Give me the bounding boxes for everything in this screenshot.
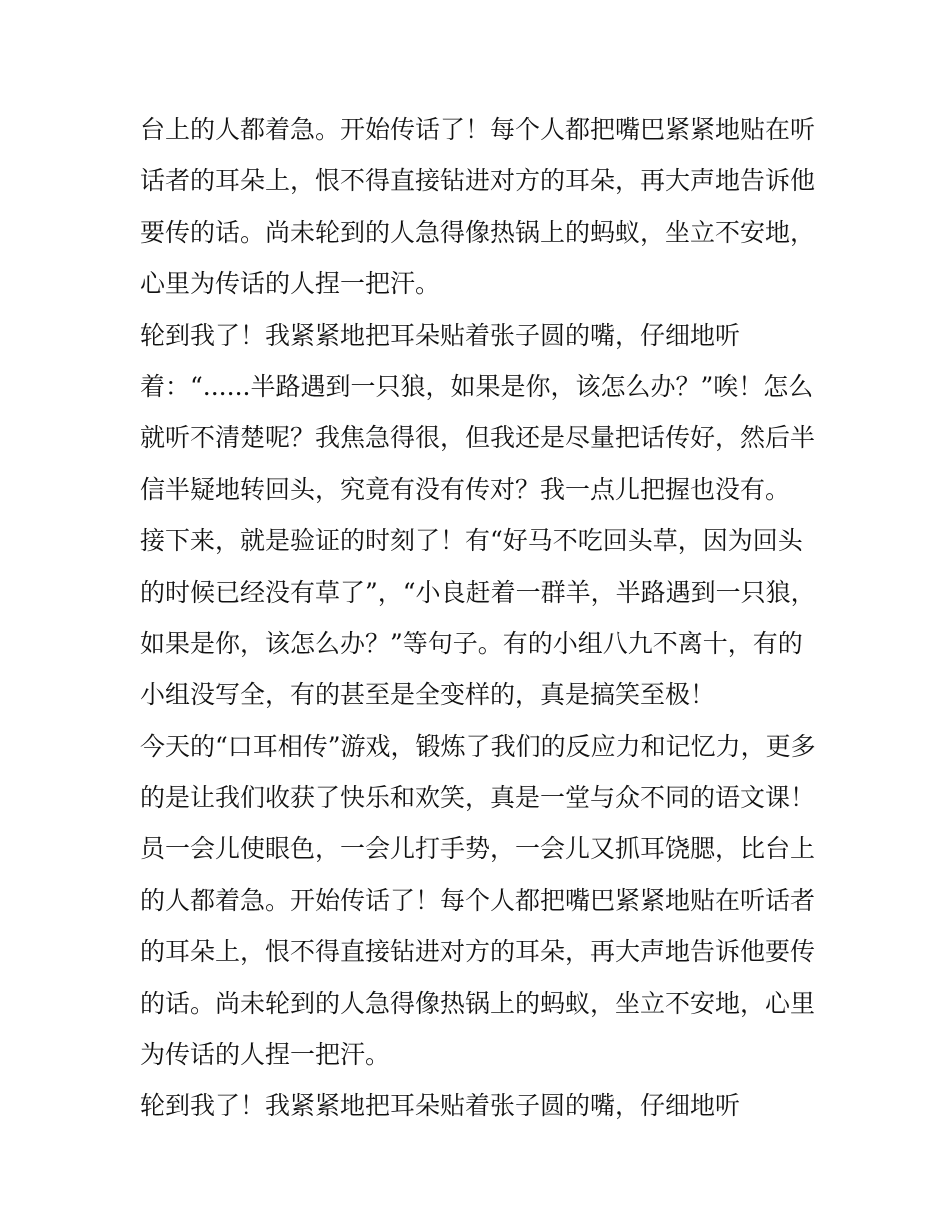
text-line: 的话。尚未轮到的人急得像热锅上的蚂蚁，坐立不安地，心里	[140, 988, 816, 1018]
document-body	[140, 104, 820, 1132]
text-line: 如果是你，该怎么办？”等句子。有的小组八九不离十，有的	[140, 628, 803, 658]
text-line: 的人都着急。开始传话了！每个人都把嘴巴紧紧地贴在听话者	[140, 885, 816, 915]
text-line: 员一会儿使眼色，一会儿打手势，一会儿又抓耳饶腮，比台上	[140, 834, 816, 864]
text-line: 心里为传话的人捏一把汗。	[140, 269, 441, 299]
text-line: 轮到我了！我紧紧地把耳朵贴着张子圆的嘴，仔细地听	[140, 1091, 741, 1121]
text-line: 台上的人都着急。开始传话了！每个人都把嘴巴紧紧地贴在听	[140, 115, 816, 144]
text-line: 话者的耳朵上，恨不得直接钻进对方的耳朵，再大声地告诉他	[140, 166, 816, 196]
text-line: 着：“......半路遇到一只狼，如果是你，该怎么办？”唉！怎么	[140, 371, 814, 401]
text-line: 的耳朵上，恨不得直接钻进对方的耳朵，再大声地告诉他要传	[140, 937, 816, 967]
text-line: 要传的话。尚未轮到的人急得像热锅上的蚂蚁，坐立不安地，	[140, 217, 816, 247]
text-line: 为传话的人捏一把汗。	[140, 1040, 391, 1070]
text-line: 接下来，就是验证的时刻了！有“好马不吃回头草，因为回头	[140, 526, 803, 556]
text-line: 就听不清楚呢？我焦急得很，但我还是尽量把话传好，然后半	[140, 423, 816, 453]
text-line: 轮到我了！我紧紧地把耳朵贴着张子圆的嘴，仔细地听	[140, 320, 741, 350]
text-line: 信半疑地转回头，究竟有没有传对？我一点儿把握也没有。	[140, 474, 791, 504]
text-line: 的时候已经没有草了”，“小良赶着一群羊，半路遇到一只狼，	[140, 577, 816, 607]
text-line: 小组没写全，有的甚至是全变样的，真是搞笑至极！	[140, 680, 716, 710]
text-line: 今天的“口耳相传”游戏，锻炼了我们的反应力和记忆力，更多	[140, 731, 816, 761]
text-line: 的是让我们收获了快乐和欢笑，真是一堂与众不同的语文课！	[140, 783, 816, 813]
